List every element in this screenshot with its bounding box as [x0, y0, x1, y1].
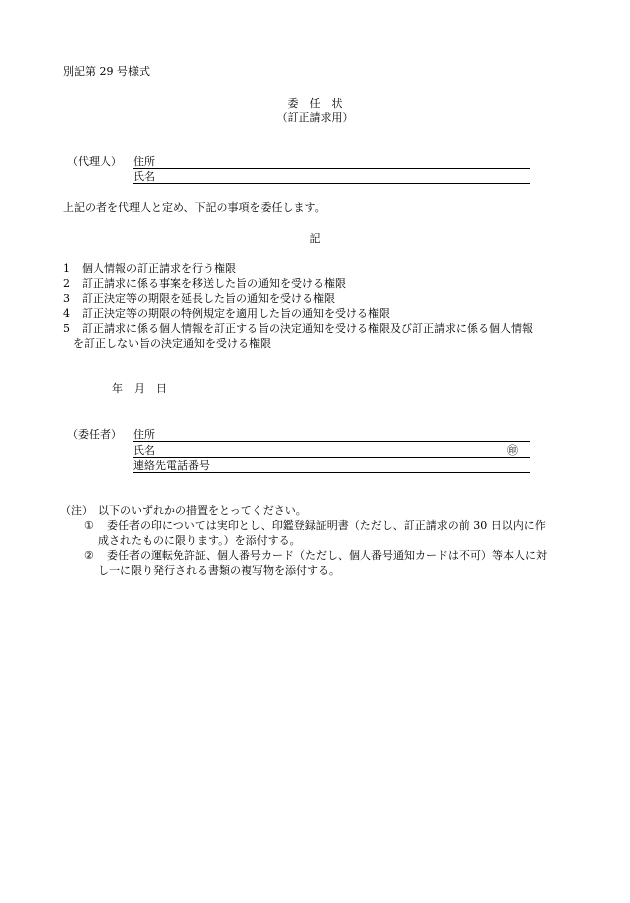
ki-heading: 記 — [309, 232, 321, 245]
list-item-text: 訂正決定等の期限を延長した旨の通知を受ける権限 — [82, 292, 335, 305]
list-item-number: 5 — [63, 322, 70, 335]
note-item-mark: ① — [84, 519, 94, 532]
note-item-mark: ② — [84, 549, 94, 562]
agent-address-line[interactable] — [133, 168, 530, 169]
seal-icon: ㊞ — [507, 444, 518, 457]
list-item-number: 1 — [63, 262, 70, 275]
agent-name-line[interactable] — [133, 183, 530, 184]
agent-address-label: 住所 — [133, 155, 155, 168]
principal-phone-line[interactable] — [133, 472, 530, 473]
principal-phone-label: 連絡先電話番号 — [133, 459, 210, 472]
form-number: 別記第 29 号様式 — [63, 65, 150, 78]
list-item-text: 訂正請求に係る事案を移送した旨の通知を受ける権限 — [82, 277, 346, 290]
principal-address-label: 住所 — [133, 428, 155, 441]
declaration-text: 上記の者を代理人と定め、下記の事項を委任します。 — [63, 201, 326, 214]
list-item-number: 3 — [63, 292, 70, 305]
principal-name-label: 氏名 — [133, 444, 155, 457]
note-intro: 以下のいずれかの措置をとってください。 — [98, 504, 307, 517]
list-item-text: 訂正決定等の期限の特例規定を適用した旨の通知を受ける権限 — [82, 307, 390, 320]
date-month-label: 月 — [134, 382, 145, 395]
list-item-text: 訂正請求に係る個人情報を訂正する旨の決定通知を受ける権限及び訂正請求に係る個人情報 — [82, 322, 533, 335]
list-item-text: 個人情報の訂正請求を行う権限 — [82, 262, 236, 275]
date-year-label: 年 — [112, 382, 123, 395]
principal-label: （委任者） — [67, 428, 122, 441]
note-item-continuation: 成されたものに限ります。）を添付する。 — [98, 534, 301, 547]
note-label: （注） — [60, 504, 93, 517]
agent-name-label: 氏名 — [133, 170, 155, 183]
list-item-continuation: を訂正しない旨の決定通知を受ける権限 — [73, 337, 271, 350]
date-day-label: 日 — [156, 382, 167, 395]
list-item-number: 2 — [63, 277, 70, 290]
document-title: 委 任 状 — [287, 97, 343, 110]
principal-address-line[interactable] — [133, 441, 530, 442]
document-subtitle: （訂正請求用） — [276, 111, 354, 124]
list-item-number: 4 — [63, 307, 70, 320]
note-item-continuation: し一に限り発行される書類の複写物を添付する。 — [98, 564, 340, 577]
note-item-text: 委任者の運転免許証、個人番号カード（ただし、個人番号通知カードは不可）等本人に対 — [107, 549, 547, 562]
agent-label: （代理人） — [67, 155, 122, 168]
note-item-text: 委任者の印については実印とし、印鑑登録証明書（ただし、訂正請求の前 30 日以内に作 — [107, 519, 546, 532]
